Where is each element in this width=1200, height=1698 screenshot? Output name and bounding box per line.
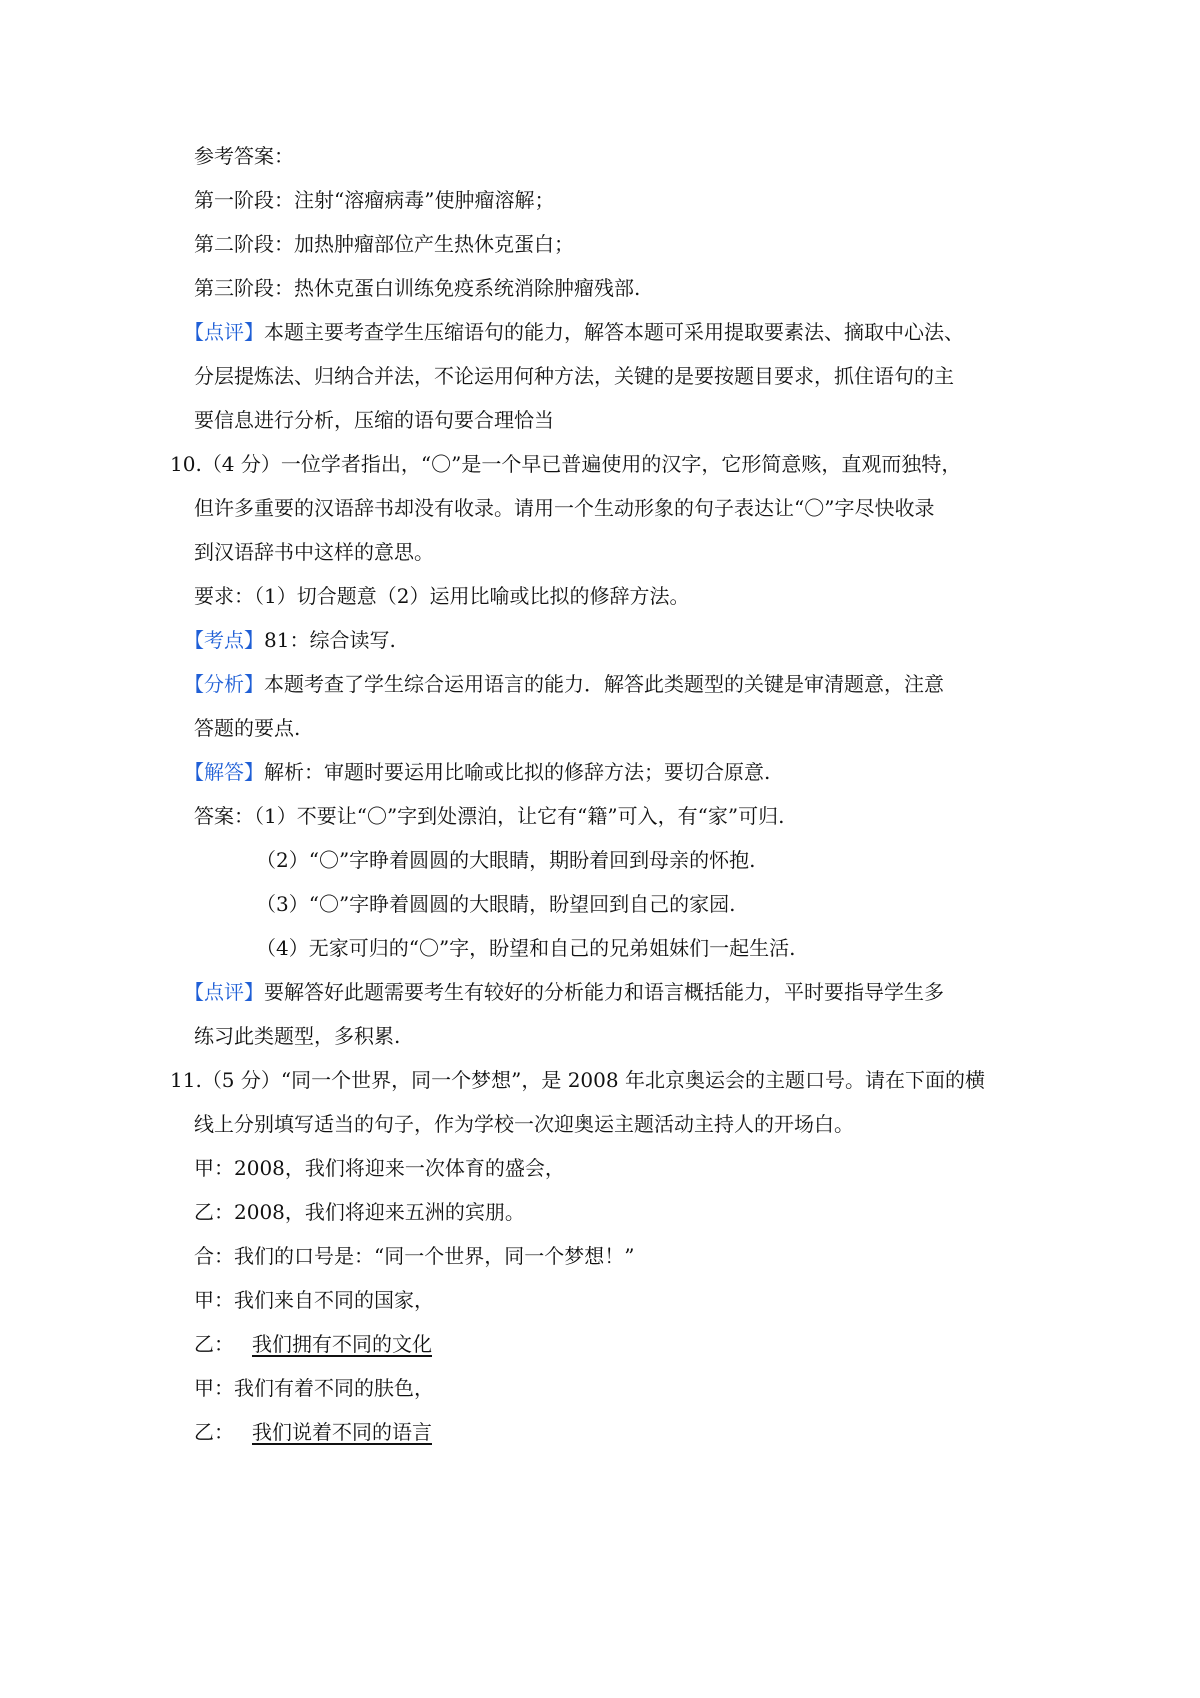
comment-tag: 【点评】 — [184, 320, 264, 344]
answer-stage-1: 第一阶段：注射“溶瘤病毒”使肿瘤溶解； — [194, 188, 555, 212]
answer-1: 答案：（1）不要让“〇”字到处漂泊，让它有“籍”可入，有“家”可归. — [194, 804, 785, 828]
question-10-requirements: 要求：（1）切合题意（2）运用比喻或比拟的修辞方法。 — [194, 584, 690, 608]
dialogue-jia-2: 甲：我们来自不同的国家， — [194, 1288, 434, 1312]
analysis-tag: 【分析】 — [184, 672, 264, 696]
fill-in-answer-1: 我们拥有不同的文化 — [252, 1332, 432, 1356]
dialogue-jia-1: 甲：2008，我们将迎来一次体育的盛会， — [194, 1156, 565, 1180]
answer-stage-3: 第三阶段：热休克蛋白训练免疫系统消除肿瘤残部. — [194, 276, 641, 300]
dialogue-jia-3: 甲：我们有着不同的肤色， — [194, 1376, 434, 1400]
comment-2-line-2: 练习此类题型，多积累. — [194, 1024, 401, 1048]
dialogue-yi-1: 乙：2008，我们将迎来五洲的宾朋。 — [194, 1200, 525, 1224]
comment-paragraph-2: 【点评】要解答好此题需要考生有较好的分析能力和语言概括能力，平时要指导学生多 — [184, 980, 944, 1004]
dialogue-yi-2: 乙： 我们拥有不同的文化 — [194, 1329, 450, 1359]
question-10-line-2: 但许多重要的汉语辞书却没有收录。请用一个生动形象的句子表达让“〇”字尽快收录 — [194, 496, 935, 520]
question-number: 11. — [170, 1068, 202, 1092]
question-11-line-2: 线上分别填写适当的句子，作为学校一次迎奥运主题活动主持人的开场白。 — [194, 1112, 854, 1136]
comment-line-2: 分层提炼法、归纳合并法，不论运用何种方法，关键的是要按题目要求，抓住语句的主 — [194, 364, 954, 388]
question-number: 10. — [170, 452, 202, 476]
comment-tag-2: 【点评】 — [184, 980, 264, 1004]
answer-2: （2）“〇”字睁着圆圆的大眼睛，期盼着回到母亲的怀抱. — [256, 848, 756, 872]
solution-tag: 【解答】 — [184, 760, 264, 784]
question-10-line-3: 到汉语辞书中这样的意思。 — [194, 540, 434, 564]
answer-3: （3）“〇”字睁着圆圆的大眼睛，盼望回到自己的家园. — [256, 892, 736, 916]
kaodian-tag: 【考点】 — [184, 628, 264, 652]
fill-in-answer-2: 我们说着不同的语言 — [252, 1420, 432, 1444]
comment-paragraph: 【点评】本题主要考查学生压缩语句的能力，解答本题可采用提取要素法、摘取中心法、 — [184, 320, 964, 344]
solution-paragraph: 【解答】解析：审题时要运用比喻或比拟的修辞方法；要切合原意. — [184, 760, 771, 784]
kaodian-paragraph: 【考点】81：综合读写. — [184, 628, 396, 652]
dialogue-he: 合：我们的口号是：“同一个世界，同一个梦想！” — [194, 1244, 635, 1268]
answer-4: （4）无家可归的“〇”字，盼望和自己的兄弟姐妹们一起生活. — [256, 936, 796, 960]
comment-line-3: 要信息进行分析，压缩的语句要合理恰当 — [194, 408, 554, 432]
answer-heading: 参考答案： — [194, 144, 294, 168]
dialogue-yi-3: 乙： 我们说着不同的语言 — [194, 1417, 450, 1447]
answer-stage-2: 第二阶段：加热肿瘤部位产生热休克蛋白； — [194, 232, 574, 256]
analysis-paragraph: 【分析】本题考查了学生综合运用语言的能力．解答此类题型的关键是审清题意，注意 — [184, 672, 944, 696]
analysis-line-2: 答题的要点. — [194, 716, 301, 740]
question-11: 11.（5 分）“同一个世界，同一个梦想”，是 2008 年北京奥运会的主题口号。请在下面的横 — [170, 1068, 985, 1092]
question-10: 10.（4 分）一位学者指出，“〇”是一个早已普遍使用的汉字，它形简意赅，直观而独特， — [170, 452, 962, 476]
